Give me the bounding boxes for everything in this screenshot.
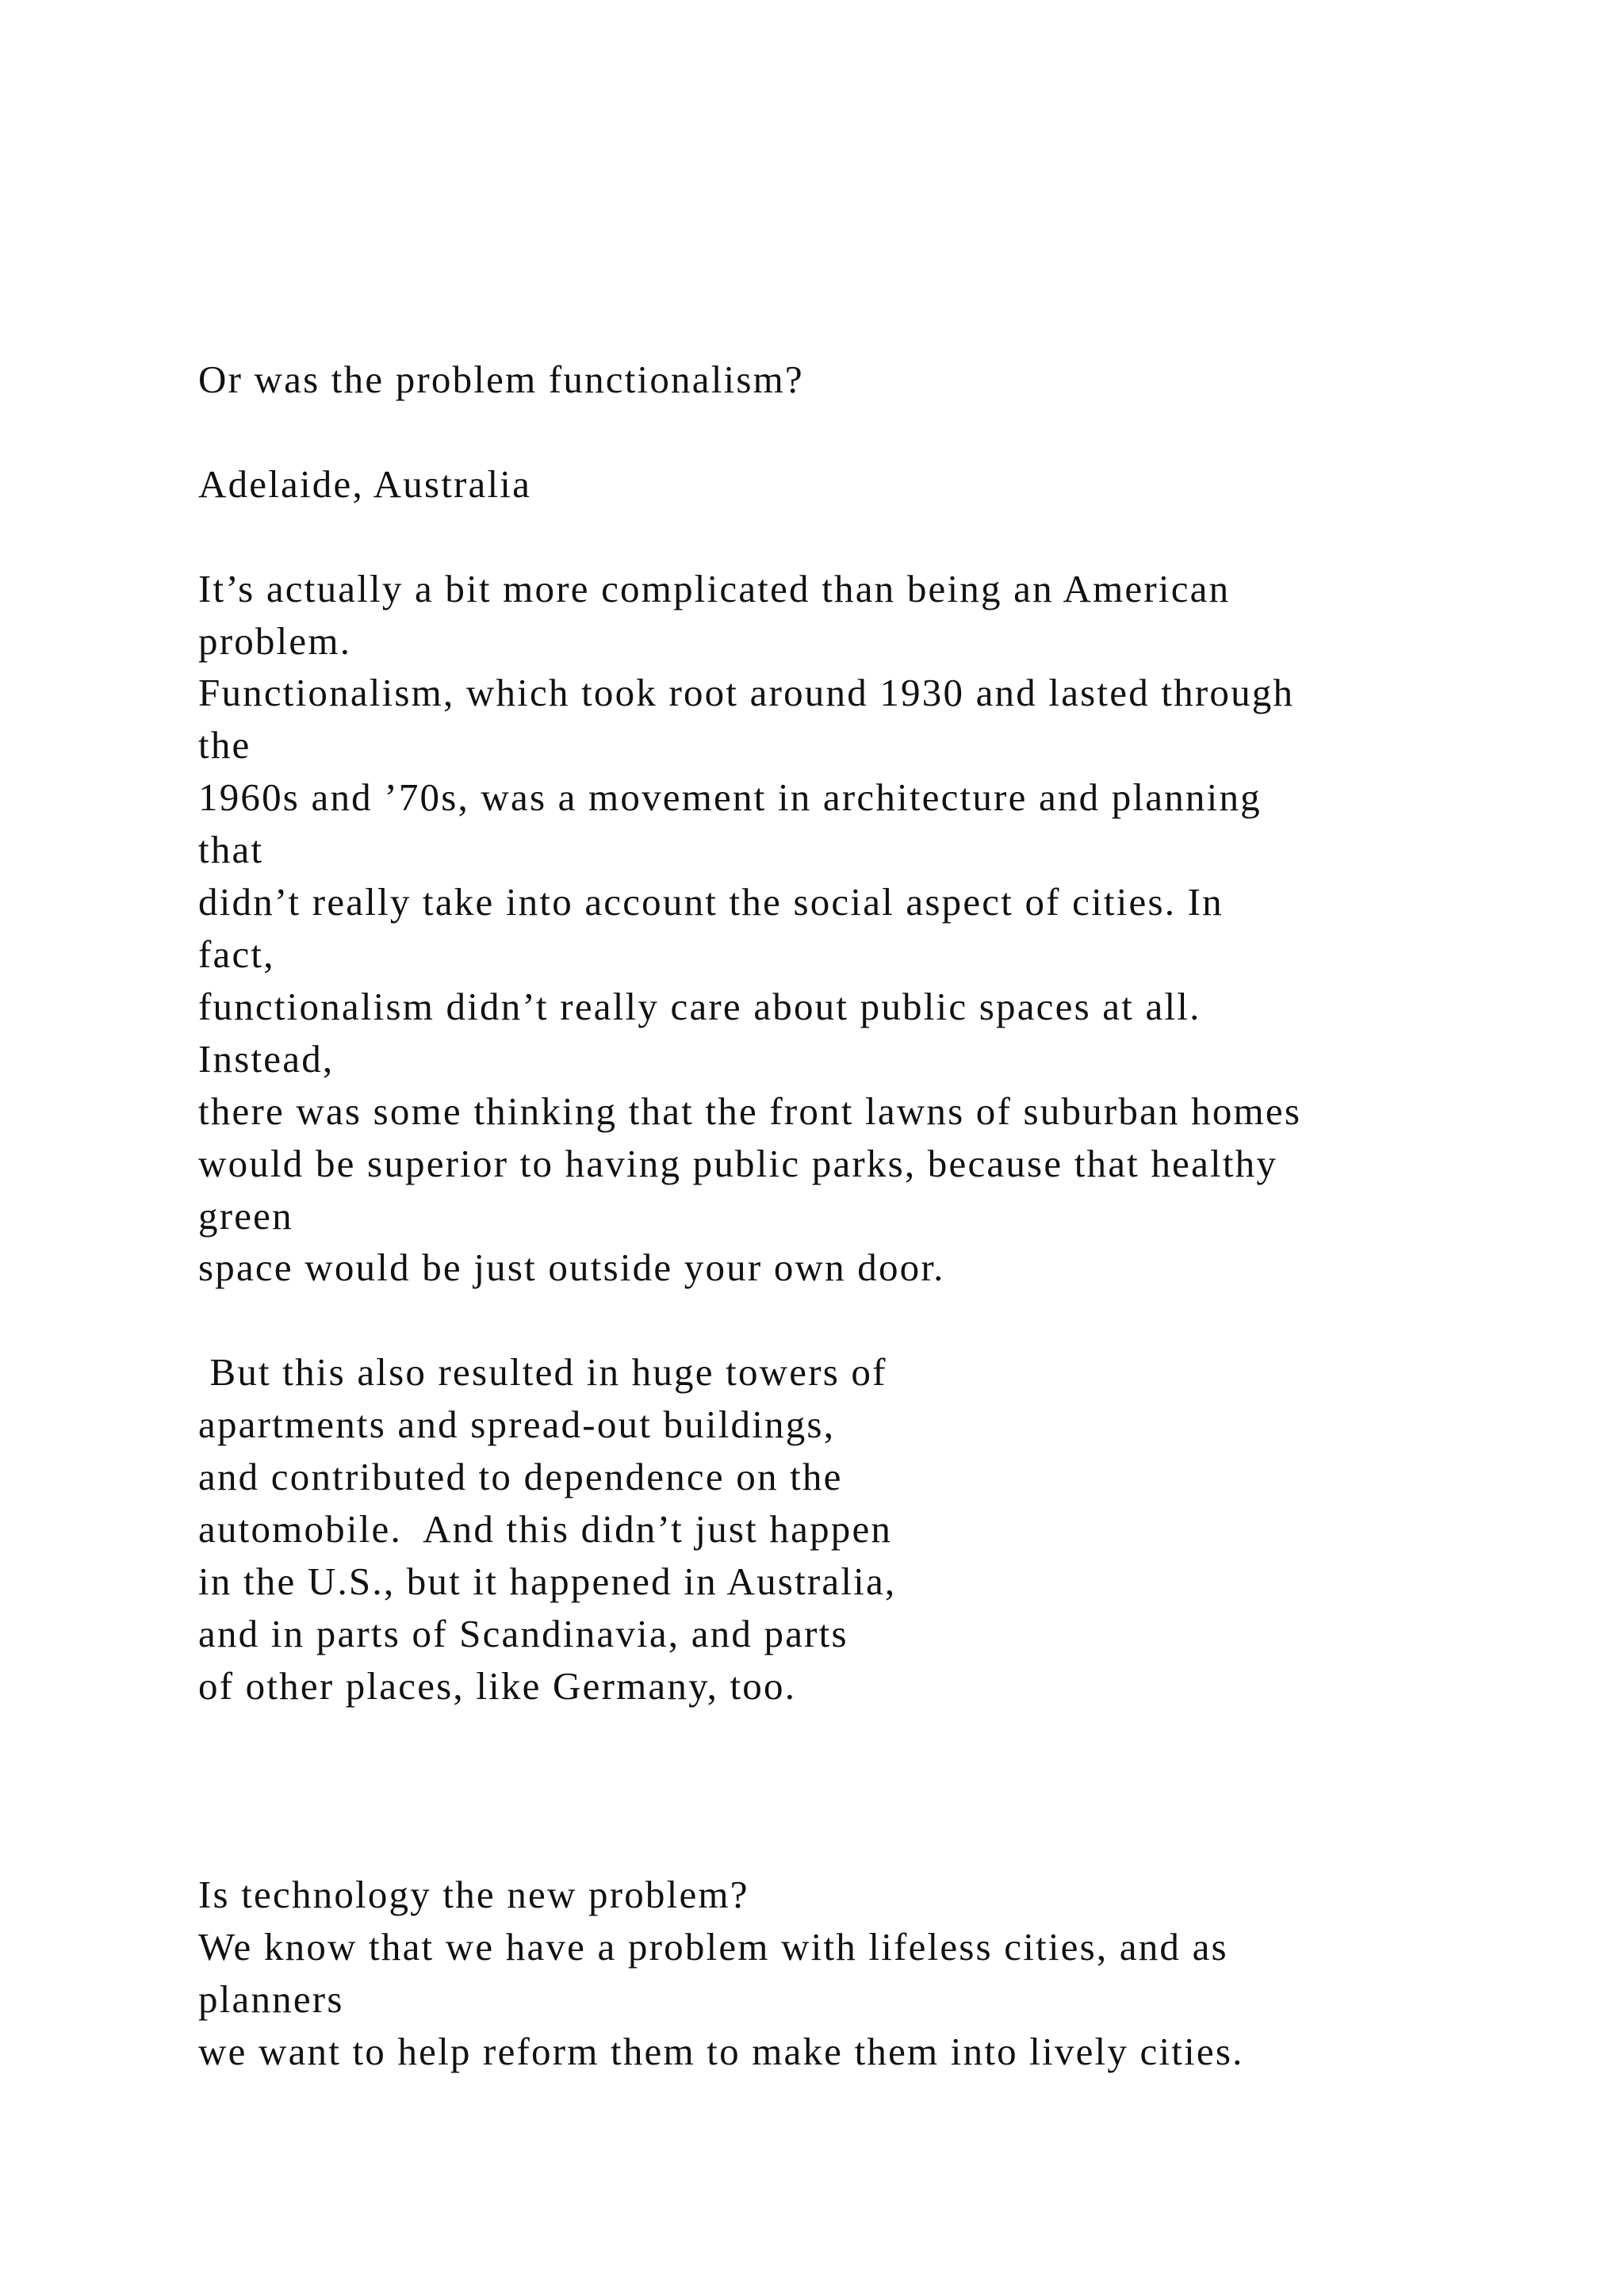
line-3: Adelaide, Australia <box>198 461 532 506</box>
line-31: We know that we have a problem with lifeless cities, and as <box>198 1925 1228 1969</box>
line-10: that <box>198 828 264 872</box>
line-7: Functionalism, which took root around 1930 and lasted through <box>198 671 1295 715</box>
line-1: Or was the problem functionalism? <box>198 358 804 401</box>
line-22: and contributed to dependence on the <box>198 1455 843 1499</box>
line-12: fact, <box>198 932 275 976</box>
line-23: automobile. And this didn’t just happen <box>198 1506 893 1551</box>
line-6: problem. <box>198 618 352 663</box>
line-21: apartments and spread-out buildings, <box>198 1402 836 1447</box>
line-24: in the U.S., but it happened in Australia, <box>198 1559 897 1603</box>
document-text <box>198 354 1301 2078</box>
line-8: the <box>198 723 251 767</box>
line-13: functionalism didn’t really care about public spaces at all. <box>198 984 1201 1028</box>
line-26: of other places, like Germany, too. <box>198 1663 797 1708</box>
line-25: and in parts of Scandinavia, and parts <box>198 1611 848 1655</box>
line-32: planners <box>198 1977 344 2022</box>
line-9: 1960s and ’70s, was a movement in architecture and planning <box>198 775 1262 820</box>
line-11: didn’t really take into account the social aspect of cities. In <box>198 880 1224 924</box>
line-20: But this also resulted in huge towers of <box>198 1350 887 1395</box>
line-15: there was some thinking that the front lawns of suburban homes <box>198 1089 1302 1133</box>
line-14: Instead, <box>198 1036 335 1081</box>
line-16: would be superior to having public parks, because that healthy <box>198 1141 1278 1185</box>
line-33: we want to help reform them to make them into lively cities. <box>198 2030 1244 2073</box>
line-5: It’s actually a bit more complicated than being an American <box>198 566 1231 610</box>
line-17: green <box>198 1193 293 1238</box>
line-18: space would be just outside your own door. <box>198 1246 945 1290</box>
line-30: Is technology the new problem? <box>198 1873 749 1917</box>
